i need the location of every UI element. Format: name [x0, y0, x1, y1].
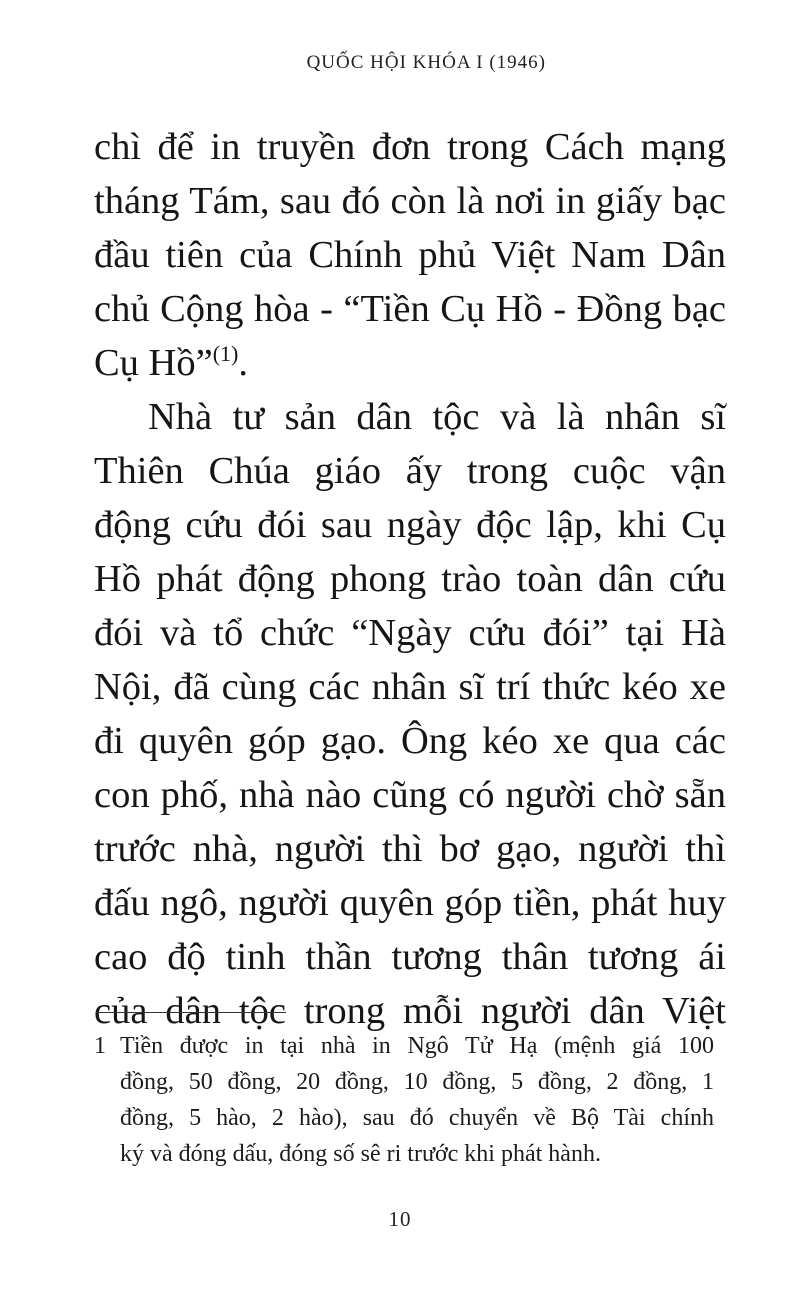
body-line: chủ Cộng hòa - “Tiền Cụ Hồ - Đồng bạc — [94, 288, 726, 330]
footnote-separator — [96, 1012, 286, 1013]
footnote-marker: 1 — [94, 1033, 106, 1059]
footnote-line: ký và đóng dấu, đóng số sê ri trước khi phát hành. — [120, 1141, 601, 1167]
body-line: Thiên Chúa giáo ấy trong cuộc vận — [94, 450, 726, 492]
paragraph-2 — [94, 390, 726, 1038]
footnote-line: đồng, 5 hào, 2 hào), sau đó chuyển về Bộ Tài chính — [120, 1105, 714, 1131]
body-line-text: Cụ Hồ” — [94, 342, 213, 384]
body-line: chì để in truyền đơn trong Cách mạng — [94, 126, 726, 168]
footnote-reference: (1) — [212, 341, 239, 366]
body-line: cao độ tinh thần tương thân tương ái — [94, 936, 726, 978]
body-line: đấu ngô, người quyên góp tiền, phát huy — [94, 882, 726, 924]
paragraph-1 — [94, 120, 726, 390]
body-line: Hồ phát động phong trào toàn dân cứu — [94, 558, 726, 600]
sentence-end: . — [238, 342, 248, 384]
body-line: con phố, nhà nào cũng có người chờ sẵn — [94, 774, 726, 816]
body-line: của dân tộc trong mỗi người dân Việt — [94, 990, 726, 1032]
body-line: động cứu đói sau ngày độc lập, khi Cụ — [94, 504, 726, 546]
body-text — [94, 120, 726, 1038]
body-line: đói và tổ chức “Ngày cứu đói” tại Hà — [94, 612, 726, 654]
page-number: 10 — [388, 1207, 412, 1231]
footnote-line: Tiền được in tại nhà in Ngô Tử Hạ (mệnh giá 100 — [120, 1033, 714, 1059]
body-line-indented: Nhà tư sản dân tộc và là nhân sĩ — [148, 396, 726, 438]
body-line: trước nhà, người thì bơ gạo, người thì — [94, 828, 726, 870]
body-line: tháng Tám, sau đó còn là nơi in giấy bạc — [94, 180, 726, 222]
footnote-line: đồng, 50 đồng, 20 đồng, 10 đồng, 5 đồng, 2 đồng, 1 — [120, 1069, 714, 1095]
body-line-last — [94, 336, 726, 390]
body-line: đi quyên góp gạo. Ông kéo xe qua các — [94, 720, 726, 762]
body-line: Nội, đã cùng các nhân sĩ trí thức kéo xe — [94, 666, 726, 708]
body-line: đầu tiên của Chính phủ Việt Nam Dân — [94, 234, 726, 276]
footnote-text — [120, 1028, 714, 1172]
running-head: QUỐC HỘI KHÓA I (1946) — [306, 52, 546, 73]
